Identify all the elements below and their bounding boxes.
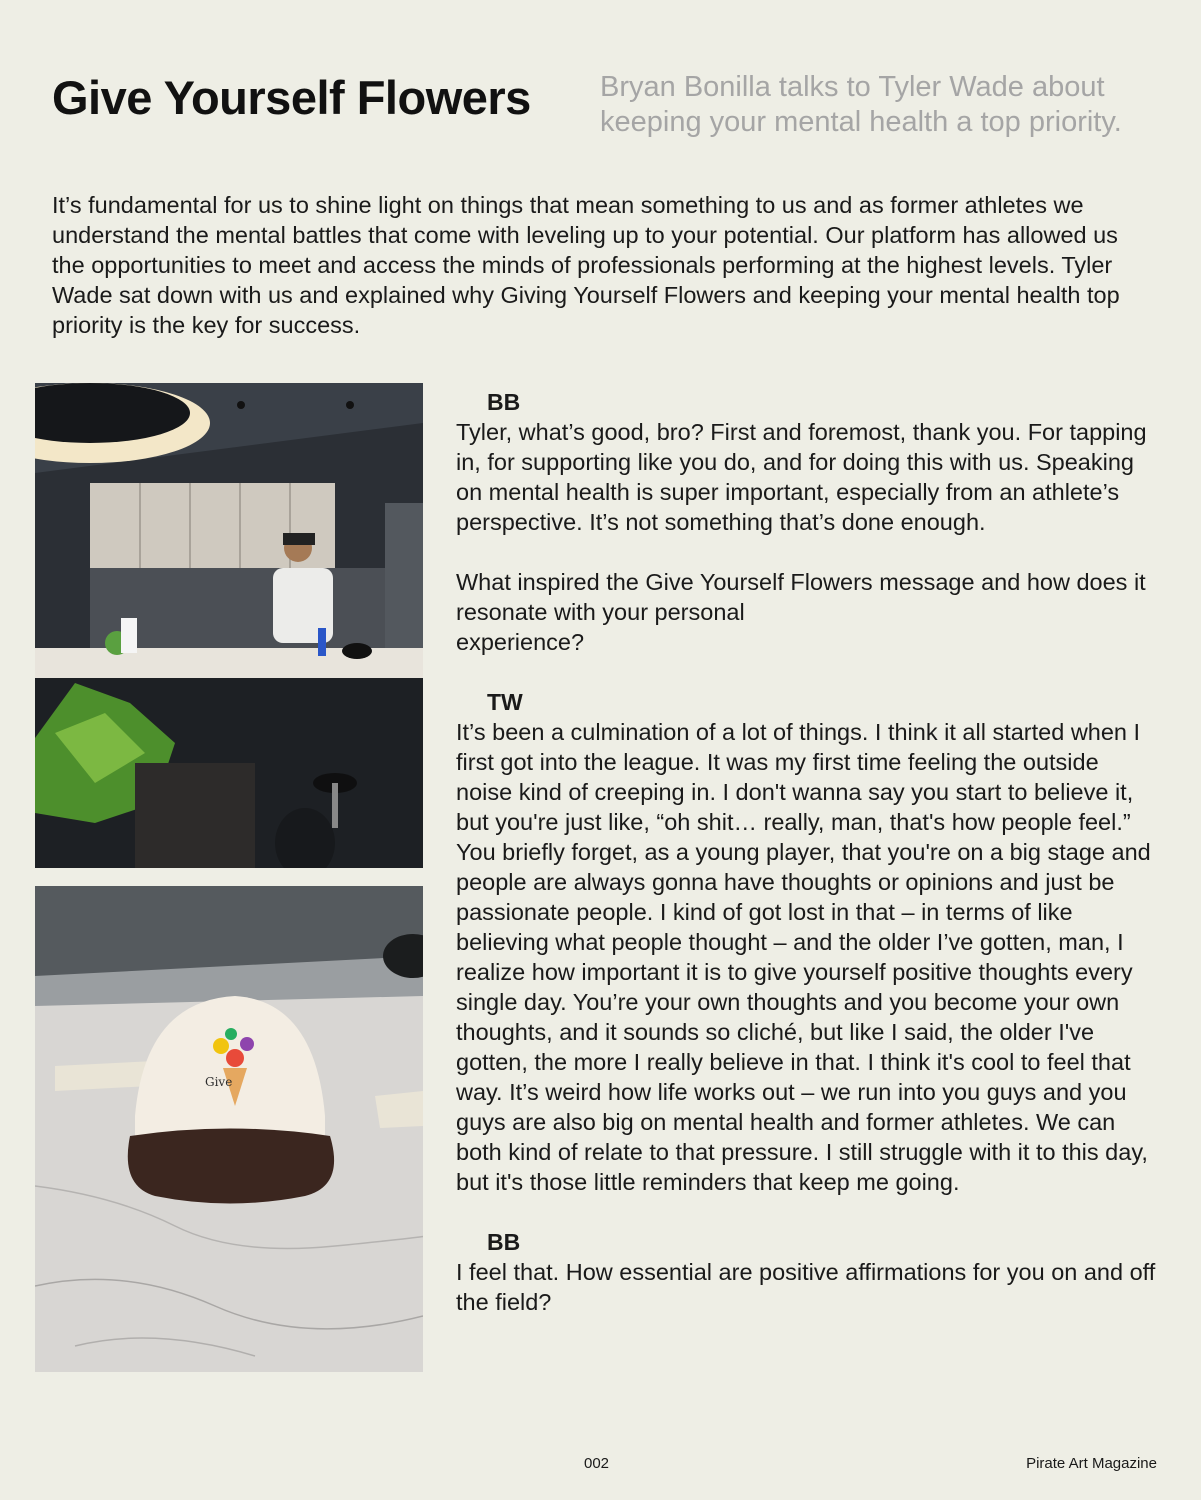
question-text: I feel that. How essential are positive affirmations for you on and off the field? xyxy=(456,1259,1156,1315)
interview-block-1 xyxy=(456,387,1156,657)
kitchen-photo xyxy=(35,383,423,868)
hat-photo xyxy=(35,886,423,1372)
interview xyxy=(456,387,1156,1317)
article-subtitle: Bryan Bonilla talks to Tyler Wade about keeping your mental health a top priority. xyxy=(600,71,1122,138)
speaker-label: TW xyxy=(487,689,523,715)
interview-block-2 xyxy=(456,687,1156,1197)
page-number: 002 xyxy=(584,1455,610,1472)
magazine-name: Pirate Art Magazine xyxy=(1026,1455,1157,1472)
speaker-label: BB xyxy=(487,1229,521,1255)
speaker-label: BB xyxy=(487,389,521,415)
answer-text: It’s been a culmination of a lot of things. I think it all started when I first got into the league. It was my first time feeling the outside noise kind of creeping in. I don't wanna say you start to believe it, but you're just like, “oh shit… really, man, that's how people feel.” You briefly forget, as a young player, that you're on a big stage and people are always gonna have thoughts or opinions and just be passionate people. I kind of got lost in that – in terms of like believing what people thought – and the older I’ve gotten, man, I realize how important it is to give yourself positive thoughts every single day. You’re your own thoughts and you become your own thoughts, and it sounds so cliché, but like I said, the older I've gotten, the more I really believe in that. I think it's cool to feel that way. It’s weird how life works out – we run into you guys and you guys are also big on mental health and former athletes. We can both kind of relate to that pressure. I still struggle with it to this day, but it's those little reminders that keep me going. xyxy=(456,719,1151,1195)
question-text: Tyler, what’s good, bro? First and foremost, thank you. For tapping in, for supporting like you do, and for doing this with us. Speaking on mental health is super important, especially from an athlete’s perspective. It’s not something that’s done enough. xyxy=(456,419,1147,535)
question-text: What inspired the Give Yourself Flowers message and how does it resonate with your personal experience? xyxy=(456,569,1146,655)
interview-block-3 xyxy=(456,1227,1156,1317)
intro-paragraph: It’s fundamental for us to shine light on things that mean something to us and as former athletes we understand the mental battles that come with leveling up to your potential. Our platform has allowed us the opportunities to meet and access the minds of professionals performing at the highest levels. Tyler Wade sat down with us and explained why Giving Yourself Flowers and keeping your mental health top priority is the key for success. xyxy=(52,192,1120,338)
svg-text:Give: Give xyxy=(205,1075,233,1089)
article-title: Give Yourself Flowers xyxy=(52,71,531,124)
